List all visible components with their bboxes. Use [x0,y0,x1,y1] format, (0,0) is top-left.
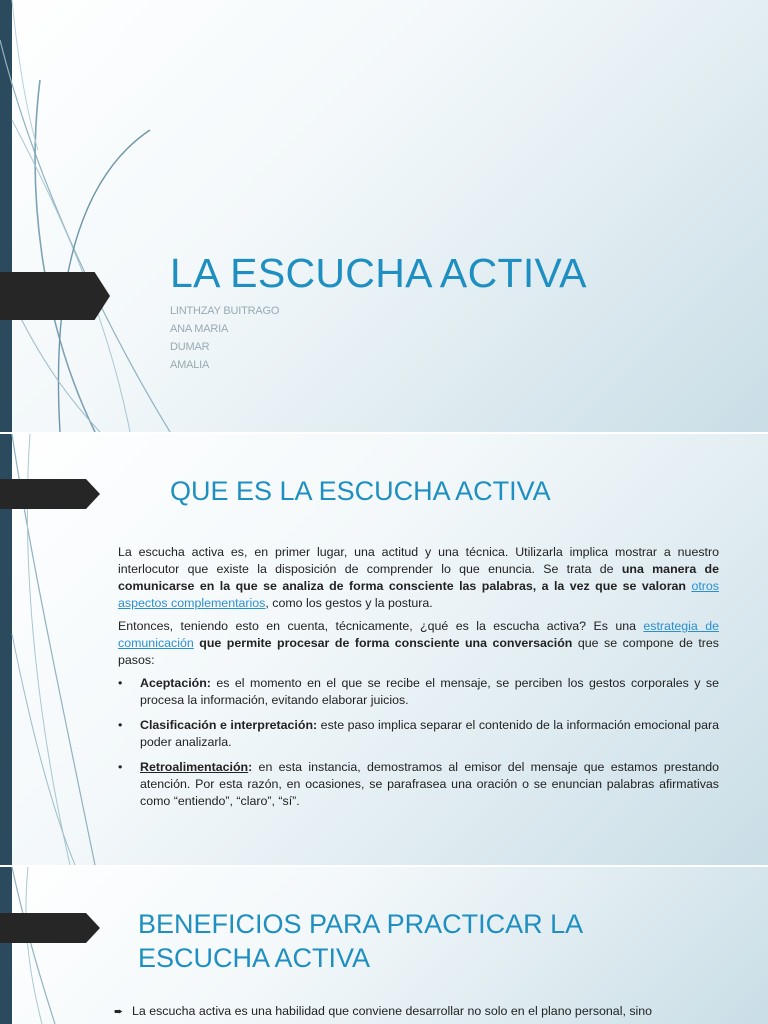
step-text: este paso implica separar el contenido de la información emocional para poder analizarla. [140,718,719,749]
list-item [118,675,719,709]
author-name: ANA MARIA [170,323,229,335]
paragraph-text: La escucha activa es, en primer lugar, una actitud y una técnica. Utilizarla implica mostrar a nuestro interlocutor que existe la disposición de comprender lo que enuncia. Se trata de [118,545,719,576]
authors-list [170,303,279,375]
step-term-colon: : [248,760,253,774]
link-communication-strategy[interactable]: estrategia de comunicación [118,619,720,650]
paragraph-text: que se compone de tres pasos: [118,636,719,667]
slide-title: BENEFICIOS PARA PRACTICAR LA ESCUCHA ACTIVA [138,909,582,973]
paragraph-text: Entonces, teniendo esto en cuenta, técnicamente, ¿qué es la escucha activa? Es una [118,619,644,633]
paragraph-text: , como los gestos y la postura. [265,596,433,610]
slide-marker-chevron [0,479,100,509]
list-item [118,717,719,751]
slide-body [118,544,719,818]
step-term: Retroalimentación [140,760,249,774]
list-item [118,759,719,810]
definition-slide [0,434,768,865]
bullet-icon: • [118,676,123,690]
presentation-title: LA ESCUCHA ACTIVA [170,250,587,296]
arrow-bullet-icon: ➨ [114,1006,124,1018]
slide-body [114,1003,719,1021]
step-term: Clasificación e interpretación: [140,718,318,732]
step-text: es el momento en el que se recibe el mensaje, se perciben los gestos corporales y se procesa la información, evitando elaborar juicios. [140,676,719,707]
title-slide [0,0,768,432]
paragraph [118,618,719,669]
link-complementary-aspects[interactable]: otros aspectos complementarios [118,579,719,610]
step-text: en esta instancia, demostramos al emisor del mensaje que estamos prestando atención. Por esta razón, en ocasiones, se parafrasea una oración o se enuncian palabras afirmativas como “entiendo”, “claro”, “sí”. [140,760,719,808]
slide-marker-chevron [0,913,100,943]
paragraph [118,544,719,612]
author-name: DUMAR [170,341,210,353]
paragraph-text: La escucha activa es una habilidad que conviene desarrollar no solo en el plano personal, sino [132,1004,653,1018]
steps-list [118,675,719,810]
slide-marker-chevron [0,272,110,320]
bullet-icon: • [118,760,123,774]
author-name: AMALIA [170,359,210,371]
author-name: LINTHZAY BUITRAGO [170,305,280,317]
bullet-icon: • [118,718,123,732]
decorative-curves [0,0,768,432]
step-term: Aceptación: [140,676,211,690]
emphasis-text: una manera de comunicarse en la que se analiza de forma consciente las palabras, a la vez que se valoran [118,562,719,593]
emphasis-text: que permite procesar de forma consciente una conversación [199,636,573,650]
benefits-slide [0,867,768,1024]
slide-title: QUE ES LA ESCUCHA ACTIVA [170,476,551,506]
